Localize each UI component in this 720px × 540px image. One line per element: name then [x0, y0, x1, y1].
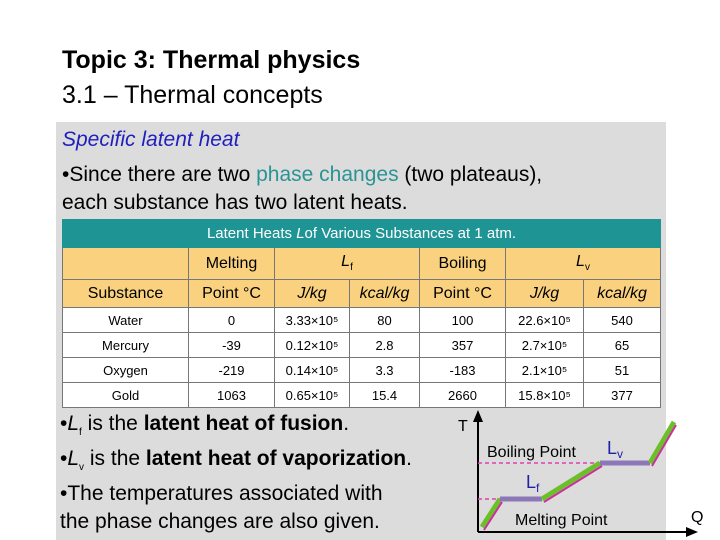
cell-lf-k: 80 — [350, 308, 420, 333]
cell-lv-j: 2.7×10⁵ — [506, 333, 584, 358]
melting-point-label: Melting Point — [515, 512, 608, 529]
bullet-icon: • — [62, 163, 70, 186]
section-heading: Specific latent heat — [62, 128, 240, 151]
cell-lf-j: 0.65×10⁵ — [275, 383, 350, 408]
header-lv-kcal: kcal/kg — [584, 280, 661, 308]
cell-substance: Gold — [63, 383, 189, 408]
cell-melt: -219 — [189, 358, 275, 383]
cell-lv-j: 15.8×10⁵ — [506, 383, 584, 408]
q-axis-arrow-icon — [686, 527, 698, 537]
intro-text-end: (two plateaus), — [398, 163, 543, 186]
lf-label: $L_f$ — [526, 472, 540, 495]
bullet-icon: • — [60, 482, 68, 505]
header-lf-jkg: J/kg — [275, 280, 350, 308]
bullet-icon: • — [60, 412, 68, 435]
table-row — [63, 358, 661, 383]
t-axis-label: T — [458, 418, 468, 435]
cell-melt: 0 — [189, 308, 275, 333]
cell-melt: 1063 — [189, 383, 275, 408]
cell-melt: -39 — [189, 333, 275, 358]
q-axis-label: Q — [691, 509, 704, 526]
bullet-latent-vaporization: $•L_v$ is the latent heat of vaporization. — [60, 447, 412, 474]
header-lv: $L_v$ — [506, 248, 661, 280]
cell-boil: 100 — [420, 308, 506, 333]
bullet-latent-fusion: $•L_f$ is the latent heat of fusion. — [60, 412, 350, 439]
latent-heat-table — [62, 219, 661, 408]
header-lv-jkg: J/kg — [506, 280, 584, 308]
cell-lf-k: 2.8 — [350, 333, 420, 358]
cell-lv-k: 377 — [584, 383, 661, 408]
phase-changes-highlight: phase changes — [256, 163, 399, 186]
cell-lf-j: 0.14×10⁵ — [275, 358, 350, 383]
slide-title: Topic 3: Thermal physics — [62, 46, 361, 74]
table-row — [63, 383, 661, 408]
bullet-temperatures: •The temperatures associated with — [60, 482, 383, 505]
cell-lf-k: 3.3 — [350, 358, 420, 383]
intro-line-1 — [62, 162, 542, 188]
header-substance: Substance — [63, 280, 189, 308]
cell-lv-j: 22.6×10⁵ — [506, 308, 584, 333]
header-melting: Melting — [189, 248, 275, 280]
cell-substance: Oxygen — [63, 358, 189, 383]
cell-lv-k: 65 — [584, 333, 661, 358]
header-melt-point: Point °C — [189, 280, 275, 308]
cell-lf-j: 0.12×10⁵ — [275, 333, 350, 358]
bullet-icon: • — [60, 447, 68, 470]
header-boil-point: Point °C — [420, 280, 506, 308]
table-row — [63, 333, 661, 358]
header-lf-kcal: kcal/kg — [350, 280, 420, 308]
header-boiling: Boiling — [420, 248, 506, 280]
cell-lf-k: 15.4 — [350, 383, 420, 408]
table-row — [63, 308, 661, 333]
slide-subtitle: 3.1 – Thermal concepts — [62, 81, 323, 109]
cell-substance: Water — [63, 308, 189, 333]
cell-boil: -183 — [420, 358, 506, 383]
cell-lf-j: 3.33×10⁵ — [275, 308, 350, 333]
header-lf: $L_f$ — [275, 248, 420, 280]
header-blank — [63, 248, 189, 280]
cell-boil: 357 — [420, 333, 506, 358]
cell-lv-k: 540 — [584, 308, 661, 333]
lv-label: $L_v$ — [607, 438, 624, 461]
cell-boil: 2660 — [420, 383, 506, 408]
intro-line-2: each substance has two latent heats. — [62, 191, 408, 214]
table-caption: Latent Heats Lof Various Substances at 1 atm. — [63, 220, 661, 248]
cell-lv-j: 2.1×10⁵ — [506, 358, 584, 383]
intro-text: Since there are two — [69, 163, 257, 186]
cell-lv-k: 51 — [584, 358, 661, 383]
bullet-temperatures-cont: the phase changes are also given. — [60, 510, 380, 533]
cell-substance: Mercury — [63, 333, 189, 358]
boiling-point-label: Boiling Point — [487, 444, 576, 461]
